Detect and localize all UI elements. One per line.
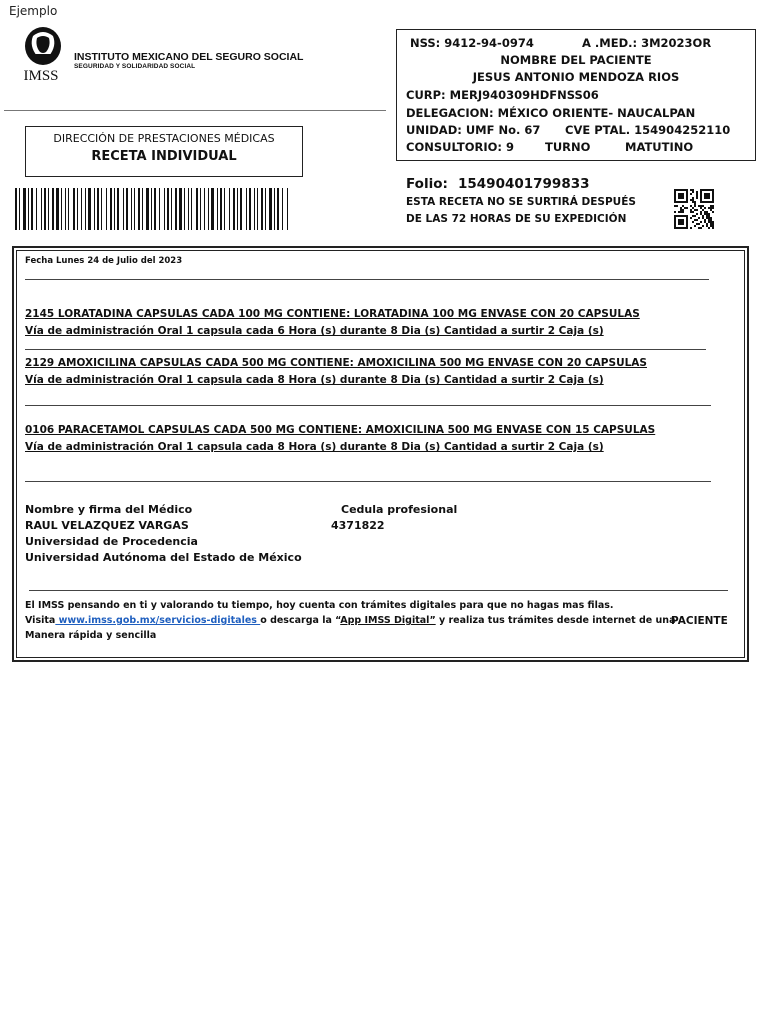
header-divider [4, 110, 386, 111]
doctor-signature-label: Nombre y firma del Médico [25, 503, 193, 516]
imss-services-link[interactable]: www.imss.gob.mx/servicios-digitales [55, 615, 261, 626]
patient-name-label: NOMBRE DEL PACIENTE [500, 53, 652, 67]
medication-1-dosage: Vía de administración Oral 1 capsula cada 6 Hora (s) durante 8 Dia (s) Cantidad a surtir 2 Caja (s) [25, 325, 604, 337]
prescription-type-box [25, 126, 303, 177]
imss-app-name: App IMSS Digital” [340, 615, 436, 626]
divider [25, 481, 711, 482]
expiry-warning-line1: ESTA RECETA NO SE SURTIRÁ DESPUÉS [406, 196, 636, 208]
institute-subtitle: SEGURIDAD Y SOLIDARIDAD SOCIAL [74, 63, 196, 70]
medication-2-description: 2129 AMOXICILINA CAPSULAS CADA 500 MG CONTIENE: AMOXICILINA 500 MG ENVASE CON 20 CAPSULAS [25, 357, 647, 369]
qr-code-image [674, 189, 714, 229]
patient-turno-label: TURNO [545, 140, 591, 154]
footer-suffix-text: y realiza tus trámites desde internet de una [435, 615, 676, 626]
doctor-university-label: Universidad de Procedencia [25, 535, 198, 548]
footer-line3: Manera rápida y sencilla [25, 630, 157, 641]
imss-logo [13, 24, 69, 84]
patient-amed: A .MED.: 3M2023OR [582, 36, 712, 50]
footer-visit-prefix: Visita [25, 615, 56, 626]
medication-3-dosage: Vía de administración Oral 1 capsula cada 8 Hora (s) durante 8 Dia (s) Cantidad a surtir 2 Caja (s) [25, 441, 604, 453]
doctor-name: RAUL VELAZQUEZ VARGAS [25, 519, 189, 532]
patient-cve-ptal: CVE PTAL. 154904252110 [565, 123, 731, 137]
divider [25, 405, 711, 406]
folio-label: Folio: [406, 176, 448, 192]
expiry-warning-line2: DE LAS 72 HORAS DE SU EXPEDICIÓN [406, 213, 627, 225]
prescription-date: Fecha Lunes 24 de Julio del 2023 [25, 256, 183, 266]
footer-line1: El IMSS pensando en ti y valorando tu tiempo, hoy cuenta con trámites digitales para que no hagas mas filas. [25, 600, 614, 611]
patient-nss: NSS: 9412-94-0974 [410, 36, 534, 50]
doctor-university: Universidad Autónoma del Estado de México [25, 551, 302, 564]
footer-line2 [25, 615, 675, 626]
copy-label: PACIENTE [671, 615, 728, 627]
divider [29, 590, 728, 591]
institute-name: INSTITUTO MEXICANO DEL SEGURO SOCIAL [74, 51, 304, 63]
medication-1-description: 2145 LORATADINA CAPSULAS CADA 100 MG CONTIENE: LORATADINA 100 MG ENVASE CON 20 CAPSULAS [25, 308, 640, 320]
patient-unidad: UNIDAD: UMF No. 67 [406, 123, 541, 137]
prescription-direction: DIRECCIÓN DE PRESTACIONES MÉDICAS [53, 132, 275, 145]
medication-2-dosage: Vía de administración Oral 1 capsula cada 8 Hora (s) durante 8 Dia (s) Cantidad a surtir 2 Caja (s) [25, 374, 604, 386]
folio-value: 15490401799833 [458, 176, 590, 192]
patient-turno: MATUTINO [625, 140, 694, 154]
footer-middle-text: o descarga la “ [260, 615, 341, 626]
divider [25, 279, 709, 280]
medication-3-description: 0106 PARACETAMOL CAPSULAS CADA 500 MG CONTIENE: AMOXICILINA 500 MG ENVASE CON 15 CAPSULAS [25, 424, 656, 436]
patient-name: JESUS ANTONIO MENDOZA RIOS [472, 70, 680, 84]
logo-text: IMSS [23, 68, 59, 84]
patient-consultorio: CONSULTORIO: 9 [406, 140, 515, 154]
patient-delegacion: DELEGACION: MÉXICO ORIENTE- NAUCALPAN [406, 106, 696, 120]
doctor-cedula-label: Cedula profesional [341, 503, 458, 516]
patient-info-box [396, 29, 756, 161]
prescription-title: RECETA INDIVIDUAL [91, 149, 237, 164]
patient-curp: CURP: MERJ940309HDFNSS06 [406, 88, 599, 102]
barcode-image [15, 188, 289, 230]
watermark-text: Ejemplo [9, 4, 58, 18]
divider [25, 349, 706, 350]
doctor-cedula: 4371822 [331, 519, 385, 532]
